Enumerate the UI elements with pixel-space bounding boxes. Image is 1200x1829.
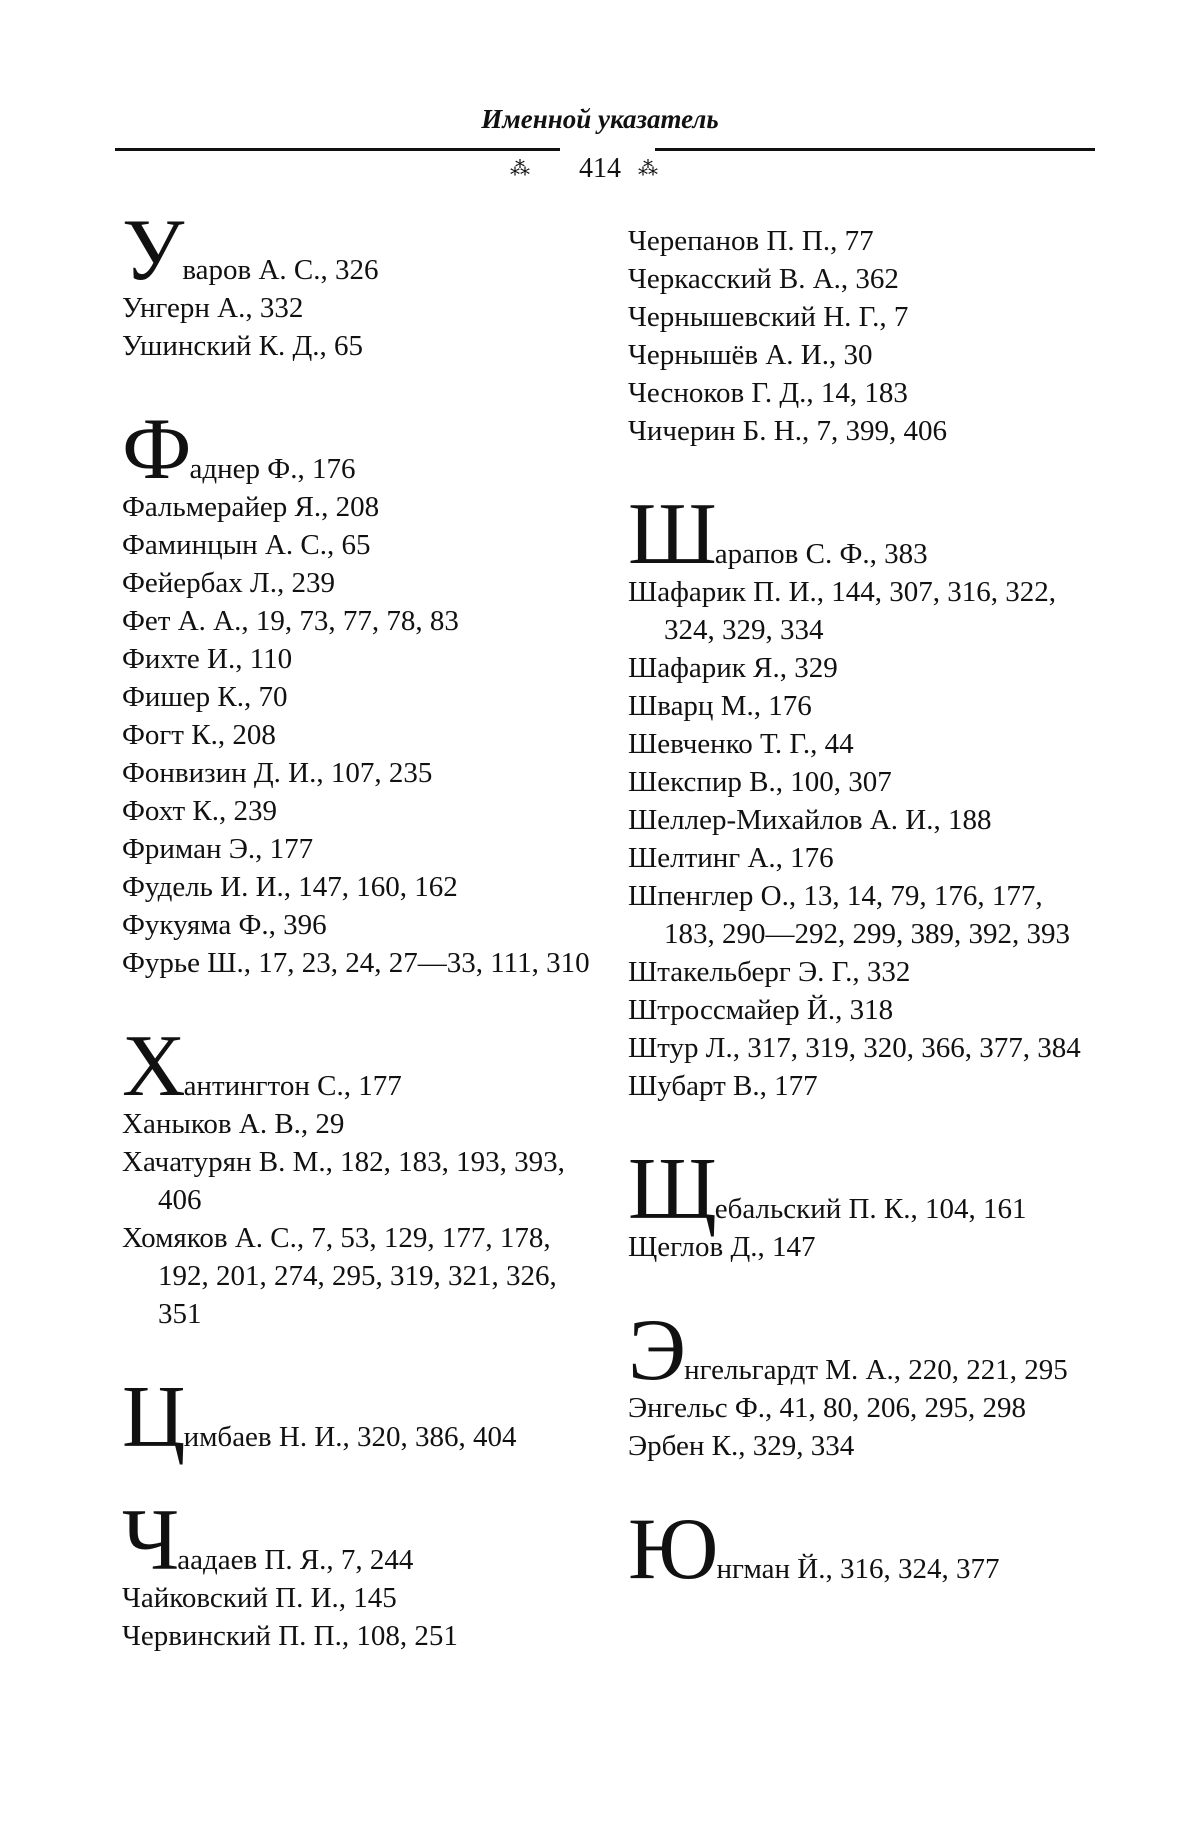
- index-entry-with-initial: [628, 1501, 1098, 1598]
- index-section: [628, 486, 1098, 1105]
- section-initial-letter: Ш: [628, 486, 717, 583]
- index-section: [122, 202, 592, 365]
- index-entry-text: антингтон С., 177: [183, 1070, 402, 1102]
- index-entry-with-initial: [122, 202, 592, 299]
- index-entry-with-initial: [122, 1369, 592, 1466]
- section-initial-letter: Х: [122, 1018, 186, 1115]
- section-initial-letter: Ч: [122, 1492, 180, 1589]
- section-initial-letter: Ф: [122, 401, 192, 498]
- index-entry: Чернышевский Н. Г., 7: [628, 301, 909, 333]
- index-entry-text: нгельгардт М. А., 220, 221, 295: [684, 1354, 1068, 1386]
- index-entry: Штакельберг Э. Г., 332: [628, 956, 911, 988]
- index-section: [122, 1018, 592, 1333]
- index-entry: Энгельс Ф., 41, 80, 206, 295, 298: [628, 1392, 1027, 1424]
- index-entry: Шеллер-Михайлов А. И., 188: [628, 804, 992, 836]
- section-initial-letter: Ю: [628, 1501, 719, 1598]
- index-entry-text: арапов С. Ф., 383: [714, 538, 928, 570]
- index-entry-text: нгман Й., 316, 324, 377: [716, 1553, 1000, 1585]
- section-initial-letter: У: [122, 202, 185, 299]
- index-entry: Фудель И. И., 147, 160, 162: [122, 871, 458, 903]
- index-entry-text: варов А. С., 326: [182, 254, 379, 286]
- index-entry: Шпенглер О., 13, 14, 79, 176, 177, 183, 290—292, 299, 389, 392, 393: [628, 880, 1070, 950]
- index-entry: Ханыков А. В., 29: [122, 1108, 345, 1140]
- index-entry-text: имбаев Н. И., 320, 386, 404: [183, 1421, 517, 1453]
- index-entry-with-initial: [122, 1492, 592, 1589]
- index-entry-with-initial: [628, 1141, 1098, 1238]
- index-entry: Шелтинг А., 176: [628, 842, 834, 874]
- index-entry-text: аднер Ф., 176: [189, 453, 356, 485]
- index-section: [628, 1141, 1098, 1266]
- index-entry: Фриман Э., 177: [122, 833, 314, 865]
- index-entry: Червинский П. П., 108, 251: [122, 1620, 458, 1652]
- index-entry: Фейербах Л., 239: [122, 567, 335, 599]
- index-entry: Чернышёв А. И., 30: [628, 339, 873, 371]
- index-section: [628, 222, 1098, 450]
- index-entry: Эрбен К., 329, 334: [628, 1430, 855, 1462]
- index-entry: Чесноков Г. Д., 14, 183: [628, 377, 908, 409]
- index-entry: Шевченко Т. Г., 44: [628, 728, 854, 760]
- section-initial-letter: Щ: [628, 1141, 717, 1238]
- header-title: Именной указатель: [481, 104, 719, 134]
- index-entry: Фурье Ш., 17, 23, 24, 27—33, 111, 310: [122, 947, 590, 979]
- index-entry-with-initial: [122, 1018, 592, 1115]
- index-entry: Шафарик Я., 329: [628, 652, 838, 684]
- index-section: [628, 1501, 1098, 1598]
- index-entry: Щеглов Д., 147: [628, 1231, 816, 1263]
- index-entry-with-initial: [628, 1302, 1098, 1399]
- index-entry: Фукуяма Ф., 396: [122, 909, 327, 941]
- index-entry: Фихте И., 110: [122, 643, 293, 675]
- index-section: [122, 1492, 592, 1655]
- index-entry: Хомяков А. С., 7, 53, 129, 177, 178, 192, 201, 274, 295, 319, 321, 326, 351: [122, 1222, 557, 1330]
- section-initial-letter: Э: [628, 1302, 687, 1399]
- header-rule-left: [115, 148, 560, 151]
- index-entry: Чичерин Б. Н., 7, 399, 406: [628, 415, 947, 447]
- index-entry: Хачатурян В. М., 182, 183, 193, 393, 406: [122, 1146, 565, 1216]
- index-entry: Фишер К., 70: [122, 681, 288, 713]
- index-entry: Шварц М., 176: [628, 690, 812, 722]
- index-entry: Чайковский П. И., 145: [122, 1582, 397, 1614]
- index-entry: Черепанов П. П., 77: [628, 225, 874, 257]
- index-entry: Ушинский К. Д., 65: [122, 330, 363, 362]
- index-entry-with-initial: [122, 401, 592, 498]
- index-entry-text: ебальский П. К., 104, 161: [714, 1193, 1027, 1225]
- index-entry: Штроссмайер Й., 318: [628, 994, 894, 1026]
- index-column-right: [628, 222, 1098, 1644]
- index-section: [628, 1302, 1098, 1465]
- index-section: [122, 401, 592, 982]
- index-entry-text: аадаев П. Я., 7, 244: [177, 1544, 414, 1576]
- index-entry: Фет А. А., 19, 73, 77, 78, 83: [122, 605, 459, 637]
- section-initial-letter: Ц: [122, 1369, 186, 1466]
- ornament-right-icon: ⁂: [638, 158, 656, 180]
- index-entry: Черкасский В. А., 362: [628, 263, 899, 295]
- header-rule-right: [655, 148, 1095, 151]
- page-number: 414: [579, 153, 621, 184]
- index-entry: Фохт К., 239: [122, 795, 277, 827]
- ornament-left-icon: ⁂: [510, 158, 528, 180]
- index-entry: Фонвизин Д. И., 107, 235: [122, 757, 433, 789]
- index-section: [122, 1369, 592, 1466]
- index-entry: Фаминцын А. С., 65: [122, 529, 371, 561]
- index-entry: Фальмерайер Я., 208: [122, 491, 380, 523]
- index-entry: Шафарик П. И., 144, 307, 316, 322, 324, 329, 334: [628, 576, 1057, 646]
- index-entry: Шубарт В., 177: [628, 1070, 818, 1102]
- index-entry: Штур Л., 317, 319, 320, 366, 377, 384: [628, 1032, 1081, 1064]
- index-entry-with-initial: [628, 486, 1098, 583]
- index-entry: Шекспир В., 100, 307: [628, 766, 892, 798]
- index-entry: Унгерн А., 332: [122, 292, 304, 324]
- index-column-left: [122, 202, 592, 1711]
- index-entry: Фогт К., 208: [122, 719, 276, 751]
